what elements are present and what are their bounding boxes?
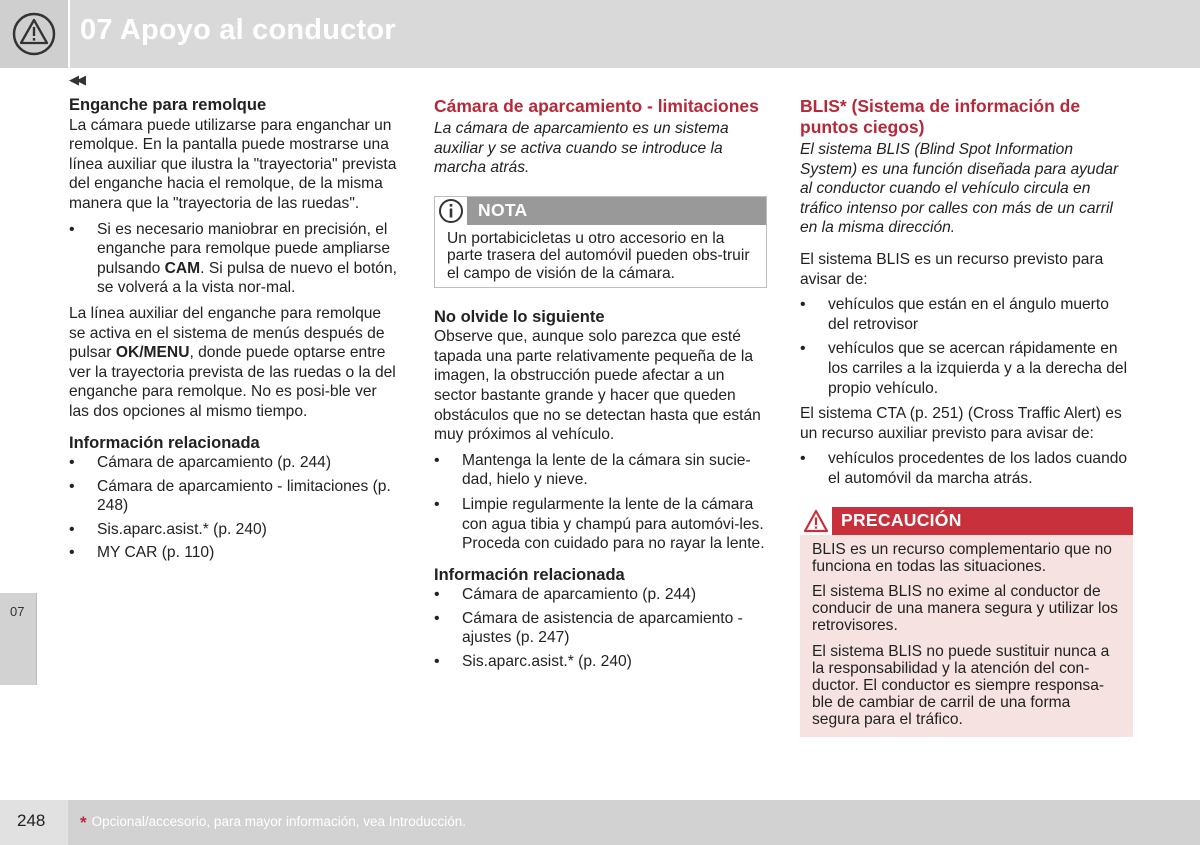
list-item: • Limpie regularmente la lente de la cámara con agua tibia y champú para automóvi-les. Proceda con cuidado para no rayar la lente. [434, 495, 767, 554]
list-item: • vehículos que se acercan rápidamente en los carriles a la izquierda y a la derecha del propio vehículo. [800, 339, 1133, 398]
warning-header [800, 507, 1133, 535]
related-info-heading: Información relacionada [434, 565, 625, 584]
footnote [80, 813, 466, 833]
footnote-text: Opcional/accesorio, para mayor información, vea Introducción. [91, 814, 467, 829]
warning-icon-box [800, 507, 832, 535]
section-heading-trailer-hitch: Enganche para remolque [69, 96, 267, 114]
column-1 [69, 96, 399, 569]
chapter-side-tab[interactable] [0, 593, 37, 685]
page-header [0, 0, 1200, 68]
page-number: 248 [17, 811, 46, 830]
section-title-camera-limits: Cámara de aparcamiento - limitaciones [434, 96, 759, 116]
related-links-list [69, 453, 399, 563]
related-link[interactable]: • Cámara de asistencia de aparcamiento - ajustes (p. 247) [434, 609, 767, 648]
note-box [434, 196, 767, 288]
section-title-blis: BLIS* (Sistema de información de puntos ciegos) [800, 96, 1081, 137]
warning-label: PRECAUCIÓN [841, 509, 962, 530]
warning-body [800, 535, 1133, 737]
related-link[interactable]: • Sis.aparc.asist.* (p. 240) [434, 652, 767, 672]
note-header [435, 197, 766, 225]
header-icon-box [0, 0, 68, 68]
related-link[interactable]: • Sis.aparc.asist.* (p. 240) [69, 520, 399, 540]
warning-paragraph: BLIS es un recurso complementario que no funciona en todas las situaciones. [812, 540, 1112, 575]
note-label: NOTA [478, 199, 528, 220]
chapter-number: 07 [10, 604, 25, 619]
related-link[interactable]: • Cámara de aparcamiento (p. 244) [434, 585, 767, 605]
warning-triangle-icon [802, 508, 830, 534]
page-number-box [0, 800, 68, 845]
chapter-title: 07 Apoyo al conductor [80, 14, 396, 46]
related-links-list [434, 585, 767, 671]
bullet-list-blis [800, 295, 1133, 398]
bullet-list-cta [800, 449, 1133, 488]
column-3 [800, 96, 1133, 737]
warning-triangle-icon [0, 0, 68, 68]
cam-button-label: CAM [164, 259, 201, 277]
section-intro: La cámara de aparcamiento es un sistema auxiliar y se activa cuando se introduce la marcha atrás. [434, 120, 729, 177]
note-icon-box [435, 197, 467, 225]
related-link[interactable]: • MY CAR (p. 110) [69, 543, 399, 563]
warning-paragraph: El sistema BLIS no puede sustituir nunca a la responsabilidad y la atención del con-ductor. El conductor es siempre responsa-ble de cambiar de carril de una forma segura para el tráfico. [812, 642, 1110, 729]
column-2 [434, 96, 767, 678]
list-item: • Si es necesario maniobrar en precisión, el enganche para remolque puede ampliarse pulsando CAM. Si pulsa de nuevo el botón, se volverá a la vista nor-mal. [69, 220, 399, 298]
related-link[interactable]: • Cámara de aparcamiento (p. 244) [69, 453, 399, 473]
paragraph-trailer-intro: La cámara puede utilizarse para enganchar un remolque. En la pantalla puede mostrarse una línea auxiliar que ilustra la "trayectoria" prevista del enganche hacia el remolque, de la misma manera que la "trayectoria de las ruedas". [69, 116, 397, 212]
list-item: • vehículos procedentes de los lados cuando el automóvil da marcha atrás. [800, 449, 1133, 488]
paragraph-blis-purpose: El sistema BLIS es un recurso previsto para avisar de: [800, 250, 1104, 288]
bullet-list-care [434, 451, 767, 554]
paragraph-menu: La línea auxiliar del enganche para remolque se activa en el sistema de menús después de pulsar OK/MENU, donde puede optarse entre ver la trayectoria prevista de las ruedas o la del enganche para remolque. No es posi-ble ver las dos opciones al mismo tiempo. [69, 304, 396, 420]
note-text: Un portabicicletas u otro accesorio en la parte trasera del automóvil pueden obs-truir el campo de visión de la cámara. [447, 229, 750, 282]
info-icon [438, 198, 464, 224]
back-nav-arrows[interactable]: ◀◀ [69, 72, 83, 87]
paragraph-cta: El sistema CTA (p. 251) (Cross Traffic Alert) es un recurso auxiliar previsto para avisar de: [800, 405, 1122, 442]
section-intro: El sistema BLIS (Blind Spot Information System) es una función diseñada para ayudar al conductor cuando el vehículo circula en tráfico intenso por calles con más de un carril en la misma dirección. [800, 141, 1119, 237]
header-divider [68, 0, 70, 68]
footnote-star: * [80, 813, 87, 832]
bullet-list-zoom [69, 220, 399, 298]
warning-box [800, 507, 1133, 737]
related-link[interactable]: • Cámara de aparcamiento - limitaciones (p. 248) [69, 477, 399, 516]
list-item: • vehículos que están en el ángulo muerto del retrovisor [800, 295, 1133, 334]
related-info-heading: Información relacionada [69, 433, 260, 452]
page-footer [0, 800, 1200, 845]
ok-menu-button-label: OK/MENU [115, 344, 190, 362]
warning-paragraph: El sistema BLIS no exime al conductor de conducir de una manera segura y utilizar los retrovisores. [812, 582, 1118, 635]
paragraph-remember: Observe que, aunque solo parezca que esté tapada una parte relativamente pequeña de la imagen, la obstrucción puede afectar a un sector bastante grande y hacer que queden obstáculos que no se detectan hasta que están muy próximos al vehículo. [434, 328, 761, 444]
list-item: • Mantenga la lente de la cámara sin sucie-dad, hielo y nieve. [434, 451, 767, 490]
section-heading-remember: No olvide lo siguiente [434, 307, 605, 326]
